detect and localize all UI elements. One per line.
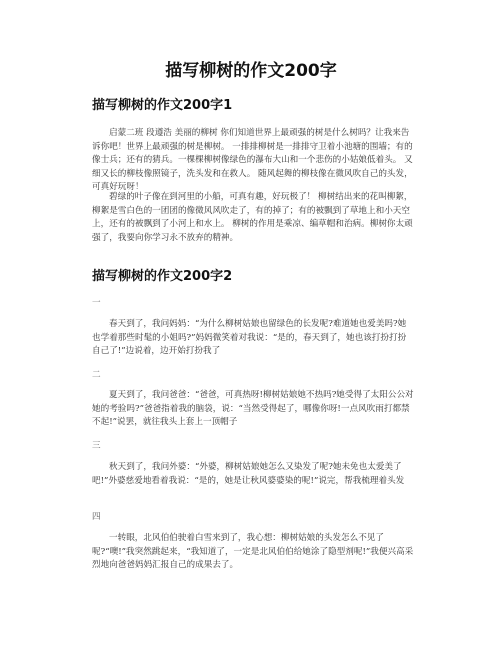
paragraph-text: 启蒙二班 段遵浩 美丽的柳树 你们知道世界上最顽强的树是什么树吗？让我来告诉你吧！世界上最顽强的树是柳树。 一排排柳树是一排排守卫着小池塘的围墙；有的像士兵；还有的猜兵。一棵棵柳树像绿色的瀑布大山和一个悲伤的小姑娘低着头。 又细又长的柳枝像照镜子，洗头发和在救人。 随风起舞的柳枝像在微风吹自己的头发，可真好玩呀！ bbox=[92, 128, 413, 192]
part-marker-2: 二 bbox=[92, 370, 101, 380]
section-1-paragraph-2 bbox=[92, 191, 414, 245]
part-3-paragraph bbox=[92, 461, 414, 488]
part-2-paragraph bbox=[92, 389, 414, 430]
part-1-paragraph bbox=[92, 318, 414, 359]
section-1-heading: 描写柳树的作文200字1 bbox=[92, 98, 233, 113]
part-marker-1: 一 bbox=[92, 298, 101, 308]
paragraph-text: 春天到了，我问妈妈：“为什么柳树姑娘也留绿色的长发呢?难道她也爱美吗?她也学着那些时髦的小姐吗?”妈妈微笑着对我说：“是的，春天到了，她也该打扮打扮自己了!”边说着，边开始打扮我了 bbox=[92, 319, 407, 356]
paragraph-text: 碧绿的叶子像在到河里的小船，可真有趣，好玩极了！ 柳树结出来的花叫柳絮，柳絮是雪白色的一团团的像微风风吹走了，有的掉了；有的被飘到了草地上和小天空上，还有的被飘到了小河上和水上。 柳树的作用是乘凉、编草帽和治病。柳树你太顽强了，我要向你学习永不放弃的精神。 bbox=[92, 192, 413, 243]
part-4-paragraph bbox=[92, 532, 414, 573]
part-marker-4: 四 bbox=[92, 512, 101, 522]
paragraph-text: 夏天到了，我问爸爸：“爸爸，可真热呀!柳树姑娘她不热吗?她受得了太阳公公对她的考验吗?”爸爸指着我的脑袋，说：“当然受得起了，哪像你呀!一点风吹雨打都禁不起!”说罢，就往我头上套上一顶帽子 bbox=[92, 390, 414, 427]
section-2-heading: 描写柳树的作文200字2 bbox=[92, 269, 233, 284]
paragraph-text: 秋天到了，我问外婆：“外婆，柳树姑娘她怎么又染发了呢?她未免也太爱美了吧!”外婆慈爱地看着我说：“是的，她是让秋风婆婆染的呢!”说完，帮我梳理着头发 bbox=[92, 462, 405, 486]
section-1-paragraph-1 bbox=[92, 127, 414, 195]
paragraph-text: 一转眼，北风伯伯驶着白雪来到了，我心想：柳树姑娘的头发怎么不见了呢?“噢!”我突然跳起来，“我知道了，一定是北风伯伯给她涂了隐型剂呢!”我便兴高采烈地向爸爸妈妈汇报自己的成果去了。 bbox=[92, 533, 414, 570]
document-title: 描写柳树的作文200字 bbox=[165, 61, 337, 81]
part-marker-3: 三 bbox=[92, 441, 101, 451]
